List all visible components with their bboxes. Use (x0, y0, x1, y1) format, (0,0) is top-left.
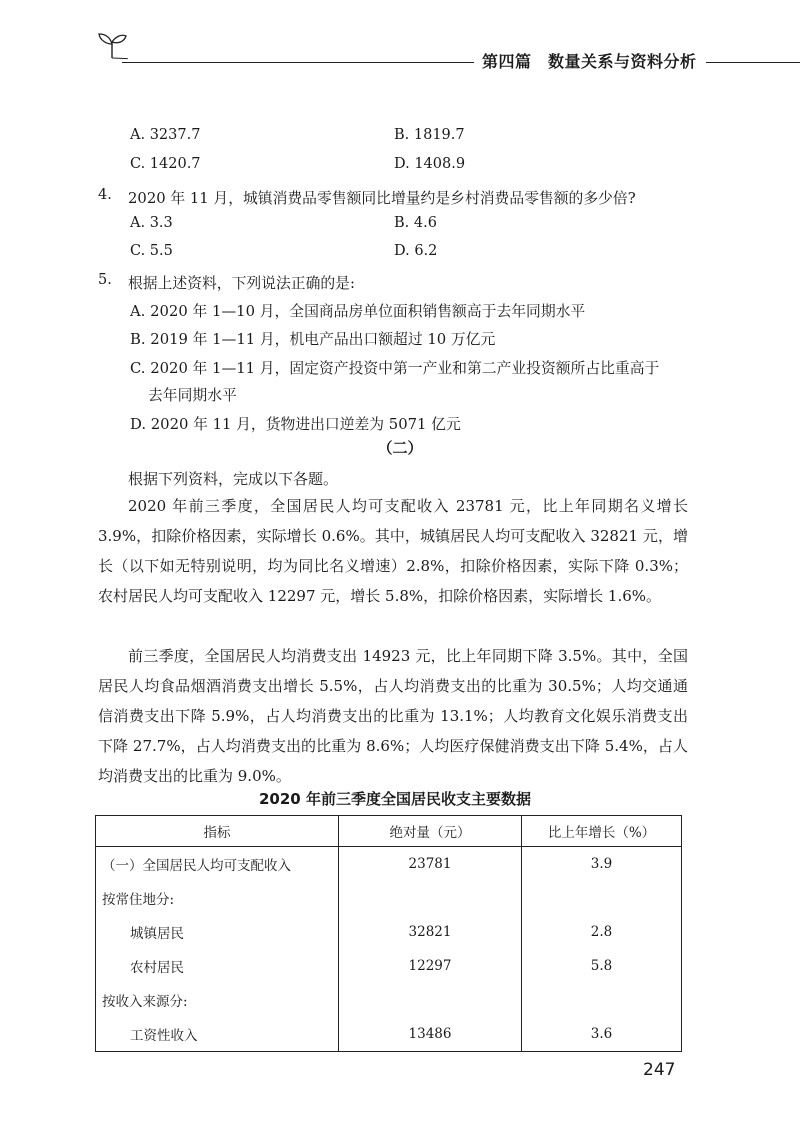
table-header-cell: 绝对量（元） (339, 816, 522, 847)
table-cell: （一）全国居民人均可支配收入 (96, 847, 339, 882)
table-row (96, 915, 682, 949)
table-cell: 3.6 (522, 1017, 682, 1052)
table-cell: 23781 (339, 847, 522, 882)
table-cell: 城镇居民 (96, 915, 339, 949)
q4-number: 4. (98, 187, 112, 203)
table-cell: 按常住地分: (96, 881, 339, 915)
paragraph-consumption: 前三季度，全国居民人均消费支出 14923 元，比上年同期下降 3.5%。其中，全国居民人均食品烟酒消费支出增长 5.5%，占人均消费支出的比重为 30.5%；人均交通通信消费支出下降 5.9%，占人均消费支出的比重为 13.1%；人均教育文化娱乐消费支出下降 27.7%，占人均消费支出的比重为 8.6%；人均医疗保健消费支出下降 5.4%，占人均消费支出的比重为 9.0%。 (98, 647, 688, 785)
q5-question: 根据上述资料，下列说法正确的是: (128, 275, 355, 292)
table-cell (339, 881, 522, 915)
q4-option-d: D. 6.2 (394, 243, 438, 259)
table-cell: 32821 (339, 915, 522, 949)
table-cell: 12297 (339, 949, 522, 983)
page-number: 247 (643, 1060, 676, 1080)
table-cell: 2.8 (522, 915, 682, 949)
q4-question: 2020 年 11 月，城镇消费品零售额同比增量约是乡村消费品零售额的多少倍? (128, 190, 636, 207)
table-title: 2020 年前三季度全国居民收支主要数据 (259, 790, 531, 808)
table-header-row (96, 816, 682, 847)
table-cell (339, 983, 522, 1017)
table-cell (522, 983, 682, 1017)
section-intro: 根据下列资料，完成以下各题。 (128, 470, 339, 488)
header-title: 第四篇 数量关系与资料分析 (482, 52, 697, 71)
q3-option-a: A. 3237.7 (130, 127, 201, 143)
q4-option-a: A. 3.3 (130, 215, 173, 231)
data-table (95, 815, 682, 1052)
section-heading: （二） (377, 439, 423, 457)
table-row (96, 847, 682, 882)
q4-option-b: B. 4.6 (394, 215, 437, 231)
table-row (96, 1017, 682, 1052)
table-header-cell: 指标 (96, 816, 339, 847)
table-row (96, 949, 682, 983)
q3-option-d: D. 1408.9 (394, 156, 466, 172)
q5-number: 5. (98, 272, 112, 288)
table-cell: 农村居民 (96, 949, 339, 983)
q5-option-d: D. 2020 年 11 月，货物进出口逆差为 5071 亿元 (130, 416, 461, 433)
header-rule-left (122, 62, 474, 63)
q3-option-c: C. 1420.7 (130, 156, 201, 172)
sprout-logo-icon (96, 28, 128, 60)
q3-option-b: B. 1819.7 (394, 127, 465, 143)
paragraph-income: 2020 年前三季度，全国居民人均可支配收入 23781 元，比上年同期名义增长 3.9%，扣除价格因素，实际增长 0.6%。其中，城镇居民人均可支配收入 32821 元，增长（以下如无特别说明，均为同比名义增速）2.8%，扣除价格因素，实际下降 0.3%；农村居民人均可支配收入 12297 元，增长 5.8%，扣除价格因素，实际增长 1.6%。 (98, 497, 688, 605)
table-cell: 5.8 (522, 949, 682, 983)
table-header-cell: 比上年增长（%） (522, 816, 682, 847)
q5-option-c-line2: 去年同期水平 (148, 387, 237, 404)
q5-option-a: A. 2020 年 1—10 月，全国商品房单位面积销售额高于去年同期水平 (130, 303, 586, 320)
q5-option-c-line1: C. 2020 年 1—11 月，固定资产投资中第一产业和第二产业投资额所占比重高于 (130, 360, 660, 377)
q4-option-c: C. 5.5 (130, 243, 173, 259)
table-cell (522, 881, 682, 915)
table-row (96, 983, 682, 1017)
q5-option-b: B. 2019 年 1—11 月，机电产品出口额超过 10 万亿元 (130, 331, 496, 348)
table-row (96, 881, 682, 915)
header-rule-right (706, 62, 800, 63)
table-cell: 13486 (339, 1017, 522, 1052)
table-cell: 工资性收入 (96, 1017, 339, 1052)
table-cell: 3.9 (522, 847, 682, 882)
table-cell: 按收入来源分: (96, 983, 339, 1017)
